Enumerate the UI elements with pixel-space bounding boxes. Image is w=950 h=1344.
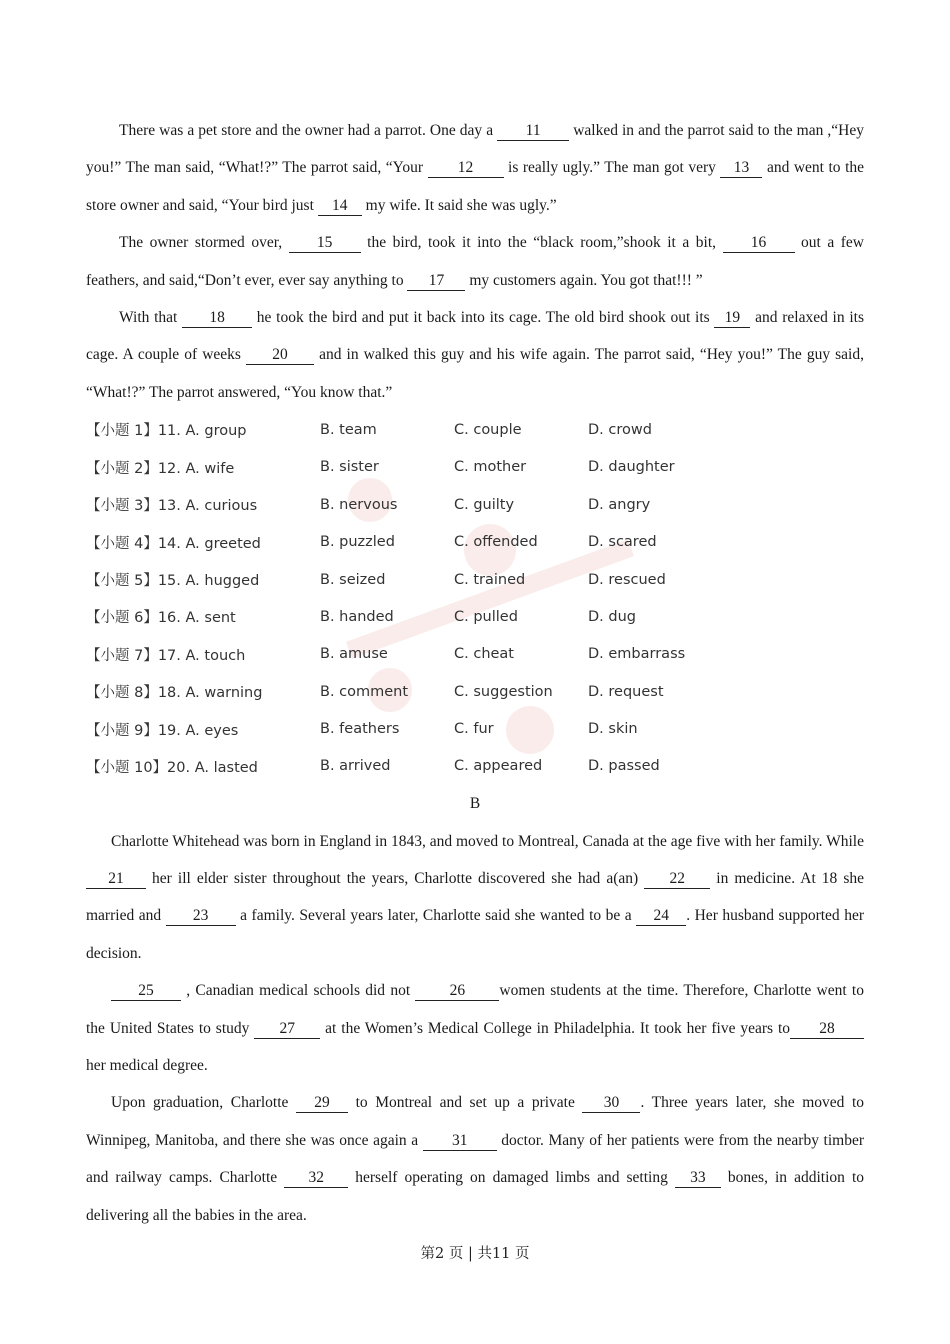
passage-a-paragraph-2 xyxy=(86,224,864,299)
question-label: 【小题 1】11. A. group xyxy=(86,423,247,440)
text: and in walked this guy and his wife again. The parrot said, “Hey you!” The guy said, “What!?” The parrot answered, “You know that.” xyxy=(86,346,864,401)
option-b: B. nervous xyxy=(320,496,398,513)
blank-26: 26 xyxy=(415,982,499,1001)
question-label: 【小题 5】15. A. hugged xyxy=(86,573,260,589)
text: . Three years later, she moved to Winnipeg, Manitoba, and there she was once again a xyxy=(86,1094,865,1149)
text: walked in and the parrot said to the man ,“Hey you!” The man said, “What!?” The parrot said, “Your xyxy=(86,122,864,177)
option-c: C. couple xyxy=(454,421,522,438)
option-b: B. amuse xyxy=(320,646,388,663)
question-row xyxy=(86,636,864,673)
text: at the Women’s Medical College in Philadelphia. It took her five years to xyxy=(320,1019,791,1037)
text: her medical degree. xyxy=(86,1057,208,1074)
question-row xyxy=(86,486,864,523)
option-d: D. scared xyxy=(588,534,657,551)
passage-a-paragraph-3 xyxy=(86,299,864,411)
blank-27: 27 xyxy=(254,1020,320,1039)
blank-30: 30 xyxy=(582,1094,640,1113)
blank-32: 32 xyxy=(284,1169,348,1188)
option-d: D. daughter xyxy=(588,459,675,476)
option-d: D. passed xyxy=(588,758,660,775)
blank-15: 15 xyxy=(289,234,361,253)
blank-13: 13 xyxy=(720,159,762,178)
option-d: D. angry xyxy=(588,496,651,513)
text: bones, in addition to delivering all the babies in the area. xyxy=(86,1169,865,1224)
blank-22: 22 xyxy=(644,870,710,889)
text: a family. Several years later, Charlotte said she wanted to be a xyxy=(235,907,637,925)
text: he took the bird and put it back into its cage. The old bird shook out its xyxy=(252,309,715,327)
blank-11: 11 xyxy=(497,122,569,141)
passage-b-paragraph-3 xyxy=(86,1084,864,1234)
option-c: C. cheat xyxy=(454,646,514,663)
blank-21: 21 xyxy=(86,870,146,889)
page-footer: 第2 页 | 共11 页 xyxy=(420,1246,530,1262)
text: , Canadian medical schools did not xyxy=(181,982,416,1000)
option-d: D. skin xyxy=(588,721,638,738)
passage-a-paragraph-1 xyxy=(86,112,864,224)
text: There was a pet store and the owner had a parrot. One day a xyxy=(119,122,498,139)
option-b: B. handed xyxy=(320,608,394,625)
question-label: 【小题 6】16. A. sent xyxy=(86,610,236,627)
blank-29: 29 xyxy=(296,1094,348,1113)
option-c: C. offended xyxy=(454,534,538,551)
question-row xyxy=(86,411,864,448)
question-label: 【小题 8】18. A. warning xyxy=(86,685,263,702)
question-row xyxy=(86,598,864,635)
question-label: 【小题 2】12. A. wife xyxy=(86,460,235,477)
option-d: D. rescued xyxy=(588,571,666,588)
question-row xyxy=(86,561,864,598)
text: her ill elder sister throughout the years, Charlotte discovered she had a(an) xyxy=(146,869,645,887)
blank-31: 31 xyxy=(423,1132,497,1151)
blank-28: 28 xyxy=(790,1020,864,1039)
blank-16: 16 xyxy=(723,234,795,253)
option-c: C. pulled xyxy=(454,608,518,625)
blank-19: 19 xyxy=(714,309,750,328)
option-d: D. embarrass xyxy=(588,646,686,663)
section-b-title: B xyxy=(469,795,481,813)
question-options xyxy=(86,411,864,785)
text: my wife. It said she was ugly.” xyxy=(361,196,557,214)
question-row xyxy=(86,748,864,785)
option-b: B. team xyxy=(320,421,377,438)
blank-23: 23 xyxy=(166,907,236,926)
blank-20: 20 xyxy=(246,346,314,365)
blank-24: 24 xyxy=(636,907,686,926)
text: and went to the store owner and said, “Your bird just xyxy=(86,159,865,214)
option-c: C. fur xyxy=(454,721,494,738)
option-c: C. suggestion xyxy=(454,683,553,700)
text: With that xyxy=(119,309,183,327)
option-c: C. trained xyxy=(454,571,526,588)
question-row xyxy=(86,449,864,486)
text: doctor. Many of her patients were from the nearby timber and railway camps. Charlotte xyxy=(86,1131,864,1187)
text: in medicine. At 18 she married and xyxy=(86,869,865,925)
option-b: B. sister xyxy=(320,459,379,476)
text: the bird, took it into the “black room,”shook it a bit, xyxy=(360,234,723,252)
text: is really ugly.” The man got very xyxy=(503,159,721,177)
text: and relaxed in its cage. A couple of weeks xyxy=(86,309,864,364)
option-c: C. mother xyxy=(454,459,527,476)
text: The owner stormed over, xyxy=(119,234,289,252)
passage-b-paragraph-2 xyxy=(86,972,864,1084)
text: women students at the time. Therefore, Charlotte went to the United States to study xyxy=(86,982,864,1037)
text: Charlotte Whitehead was born in England in 1843, and moved to Montreal, Canada at the age five with her family. While xyxy=(111,832,864,850)
option-c: C. guilty xyxy=(454,496,515,513)
question-label: 【小题 4】14. A. greeted xyxy=(86,535,261,552)
option-d: D. request xyxy=(588,683,664,700)
option-c: C. appeared xyxy=(454,758,543,775)
blank-14: 14 xyxy=(318,197,362,216)
text: herself operating on damaged limbs and setting xyxy=(348,1169,675,1187)
question-row xyxy=(86,710,864,747)
question-label: 【小题 7】17. A. touch xyxy=(86,647,246,664)
question-label: 【小题 9】19. A. eyes xyxy=(86,722,239,739)
option-b: B. arrived xyxy=(320,758,391,775)
blank-25: 25 xyxy=(111,982,181,1001)
option-b: B. comment xyxy=(320,683,409,700)
page-content xyxy=(86,112,864,1234)
text: Upon graduation, Charlotte xyxy=(111,1094,296,1112)
question-label: 【小题 10】20. A. lasted xyxy=(86,759,258,776)
blank-12: 12 xyxy=(428,159,504,178)
text: my customers again. You got that!!! ” xyxy=(465,271,703,289)
passage-b-paragraph-1 xyxy=(86,823,864,973)
blank-17: 17 xyxy=(407,272,465,291)
option-b: B. feathers xyxy=(320,721,400,738)
question-row xyxy=(86,673,864,710)
blank-18: 18 xyxy=(182,309,252,328)
text: to Montreal and set up a private xyxy=(348,1094,583,1112)
question-label: 【小题 3】13. A. curious xyxy=(86,498,258,515)
option-b: B. seized xyxy=(320,571,386,588)
text: out a few feathers, and said,“Don’t ever, ever say anything to xyxy=(86,234,864,289)
blank-33: 33 xyxy=(675,1169,721,1188)
option-d: D. crowd xyxy=(588,421,652,438)
text: . Her husband supported her decision. xyxy=(86,907,864,962)
question-row xyxy=(86,523,864,560)
option-b: B. puzzled xyxy=(320,534,395,551)
option-d: D. dug xyxy=(588,608,636,625)
